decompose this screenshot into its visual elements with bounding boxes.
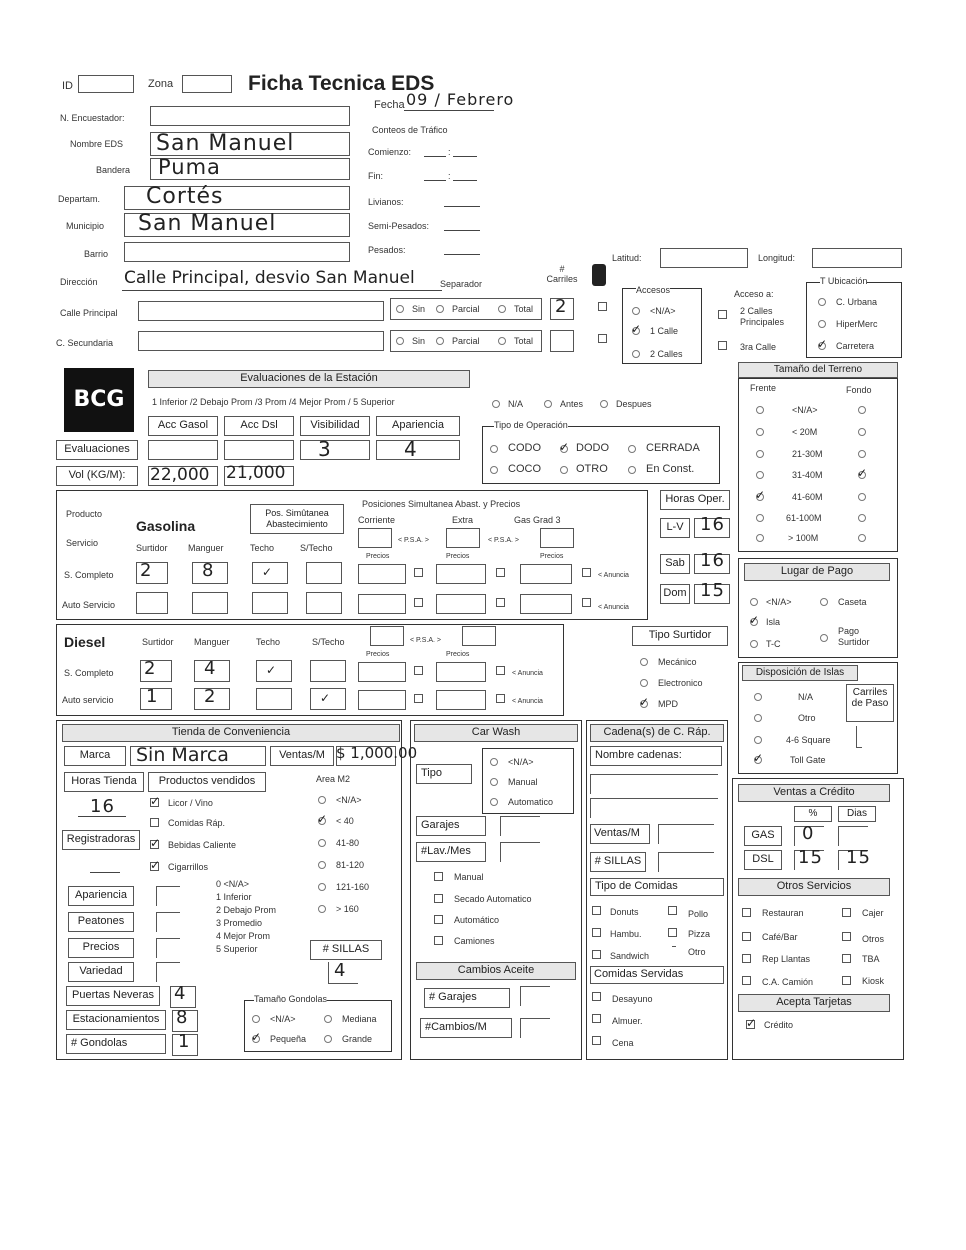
comida-pizza-check[interactable]	[668, 928, 677, 937]
frente-radio[interactable]	[756, 406, 764, 414]
terreno-group	[738, 378, 898, 552]
carwash-secado-check[interactable]	[434, 894, 443, 903]
carwash-lavmes-field[interactable]	[500, 842, 540, 862]
carwash-camiones-check[interactable]	[434, 936, 443, 945]
area-gt160-radio[interactable]	[318, 905, 326, 913]
frente-radio[interactable]	[756, 450, 764, 458]
vol-gasol-value: 22,000	[150, 465, 210, 485]
nombre-cadenas-field[interactable]	[590, 774, 718, 794]
gas-sc-stecho-field[interactable]	[306, 562, 342, 584]
tarjetas-title: Acepta Tarjetas	[738, 994, 890, 1012]
pago-tc-radio[interactable]	[750, 640, 758, 648]
accesos-2calles-radio[interactable]	[632, 350, 640, 358]
bcg-logo: BCG	[64, 368, 134, 432]
frente-radio[interactable]	[756, 471, 764, 479]
otros-title: Otros Servicios	[738, 878, 890, 896]
traffic-light-icon	[592, 264, 606, 286]
surtidor-mecanico-radio[interactable]	[640, 658, 648, 666]
cadenas-title: Cadena(s) de C. Ráp.	[590, 724, 724, 742]
acceso-3racalle-check[interactable]	[718, 341, 727, 350]
otros-cajer-check[interactable]	[842, 908, 851, 917]
carwash-garajes-field[interactable]	[500, 816, 540, 836]
comida-hambu-check[interactable]	[592, 928, 601, 937]
timing-despues-radio[interactable]	[600, 400, 608, 408]
ubicacion-hipermerc-radio[interactable]	[818, 320, 826, 328]
pago-na-radio[interactable]	[750, 598, 758, 606]
servida-almuer-check[interactable]	[592, 1014, 601, 1023]
islas-square-radio[interactable]	[754, 736, 762, 744]
acc-dsl-header: Acc Dsl	[224, 416, 294, 436]
apariencia-header: Apariencia	[376, 416, 460, 436]
islas-otro-radio[interactable]	[754, 714, 762, 722]
apariencia-field[interactable]	[376, 440, 460, 460]
barrio-field[interactable]	[124, 242, 350, 262]
pago-surtidor-radio[interactable]	[820, 634, 828, 642]
gondola-mediana-radio[interactable]	[324, 1015, 332, 1023]
accesos-na-radio[interactable]	[632, 307, 640, 315]
visibilidad-value: 3	[318, 437, 332, 461]
evaluaciones-title: Evaluaciones de la Estación	[148, 370, 470, 388]
cadenas-ventas-field[interactable]	[658, 824, 714, 844]
frente-radio[interactable]	[756, 514, 764, 522]
tienda-sillas-label: # SILLAS	[310, 940, 382, 960]
surtidor-electronico-radio[interactable]	[640, 679, 648, 687]
aceite-title: Cambios Aceite	[416, 962, 576, 980]
carriles-paso-header: Carriles de Paso	[846, 684, 894, 722]
timing-na-radio[interactable]	[492, 400, 500, 408]
separador-total-radio[interactable]	[498, 305, 506, 313]
direccion-label: Dirección	[60, 277, 98, 287]
diesel-title: Diesel	[64, 634, 106, 650]
carriles-label: # Carriles	[546, 264, 578, 284]
comida-otro-check[interactable]	[672, 946, 676, 950]
separador-secundaria-check[interactable]	[598, 334, 607, 343]
page-title: Ficha Tecnica EDS	[248, 72, 435, 95]
carriles2-field[interactable]	[550, 330, 574, 352]
tienda-peatones-field[interactable]	[156, 912, 180, 932]
longitud-field[interactable]	[812, 248, 902, 268]
semi-pesados-label: Semi-Pesados:	[368, 221, 430, 231]
fecha-label: Fecha	[374, 99, 405, 111]
area-80-radio[interactable]	[318, 839, 326, 847]
vol-dsl-value: 21,000	[226, 463, 286, 483]
fondo-radio[interactable]	[858, 450, 866, 458]
horas-tienda-field[interactable]	[78, 816, 126, 817]
servida-cena-check[interactable]	[592, 1036, 601, 1045]
area-na-radio[interactable]	[318, 796, 326, 804]
islas-na-radio[interactable]	[754, 693, 762, 701]
separador-parcial-radio[interactable]	[436, 305, 444, 313]
departam-value: Cortés	[146, 184, 224, 209]
calle-principal-label: Calle Principal	[60, 308, 118, 318]
comida-pollo-check[interactable]	[668, 906, 677, 915]
acceso-a-label: Acceso a:	[734, 289, 774, 299]
separador2-sin-radio[interactable]	[396, 337, 404, 345]
op-codo-radio[interactable]	[490, 445, 498, 453]
op-coco-radio[interactable]	[490, 466, 498, 474]
op-cerrada-radio[interactable]	[628, 445, 636, 453]
barrio-label: Barrio	[84, 249, 109, 259]
gas-as-surtidor-field[interactable]	[136, 592, 168, 614]
credito-title: Ventas a Crédito	[738, 784, 890, 802]
frente-radio[interactable]	[756, 428, 764, 436]
visibilidad-header: Visibilidad	[300, 416, 370, 436]
aceite-garajes-field[interactable]	[520, 986, 550, 1006]
acc-dsl-field[interactable]	[224, 440, 294, 460]
vol-label: Vol (KG/M):	[56, 466, 138, 486]
carwash-title: Car Wash	[414, 724, 578, 742]
dsl-as-techo-field[interactable]	[256, 688, 292, 710]
carwash-auto-check[interactable]	[434, 915, 443, 924]
carwash-automatico-radio[interactable]	[490, 798, 498, 806]
zona-field[interactable]	[182, 75, 232, 93]
fondo-radio[interactable]	[858, 514, 866, 522]
fin-label: Fin:	[368, 171, 384, 181]
area-120-radio[interactable]	[318, 861, 326, 869]
registradoras-field[interactable]	[90, 872, 120, 873]
nombre-eds-label: Nombre EDS	[70, 139, 124, 149]
carriles-value: 2	[555, 296, 568, 317]
tipo-surtidor-title: Tipo Surtidor	[632, 626, 728, 646]
horas-title: Horas Oper.	[660, 490, 730, 510]
visibilidad-field[interactable]	[300, 440, 370, 460]
separador2-parcial-radio[interactable]	[436, 337, 444, 345]
frente-radio[interactable]	[756, 534, 764, 542]
latitud-field[interactable]	[660, 248, 748, 268]
otros-llantas-check[interactable]	[742, 954, 751, 963]
otros-cafe-check[interactable]	[742, 932, 751, 941]
comida-donuts-check[interactable]	[592, 906, 601, 915]
acceso-2calles-check[interactable]	[718, 310, 727, 319]
otros-tba-check[interactable]	[842, 954, 851, 963]
fondo-radio[interactable]	[858, 406, 866, 414]
bandera-value: Puma	[158, 155, 221, 179]
credito-gas-dias-field[interactable]	[838, 826, 868, 846]
area-160-radio[interactable]	[318, 883, 326, 891]
zona-label: Zona	[148, 78, 174, 90]
carwash-na-radio[interactable]	[490, 758, 498, 766]
conteos-label: Conteos de Tráfico	[372, 125, 448, 135]
separador-principal-check[interactable]	[598, 302, 607, 311]
latitud-label: Latitud:	[612, 253, 642, 263]
municipio-label: Municipio	[66, 221, 105, 231]
gas-as-manguer-field[interactable]	[192, 592, 228, 614]
tienda-title: Tienda de Conveniencia	[62, 724, 400, 742]
fecha-value: 09 / Febrero	[406, 90, 515, 109]
separador-label: Separador	[440, 279, 483, 289]
dsl-sc-stecho-field[interactable]	[310, 660, 346, 682]
aceite-cambios-field[interactable]	[520, 1018, 550, 1038]
eval-scale: 1 Inferior /2 Debajo Prom /3 Prom /4 Mejor Prom / 5 Superior	[152, 397, 395, 407]
otros-otros-check[interactable]	[842, 932, 851, 941]
bandera-label: Bandera	[96, 165, 131, 175]
municipio-value: San Manuel	[138, 211, 277, 236]
encuestador-field[interactable]	[150, 106, 350, 126]
calle-principal-field[interactable]	[138, 301, 384, 321]
gas-as-stecho-field[interactable]	[306, 592, 342, 614]
c-secundaria-field[interactable]	[138, 331, 384, 351]
servida-desayuno-check[interactable]	[592, 992, 601, 1001]
id-field[interactable]	[78, 75, 134, 93]
gondola-na-radio[interactable]	[252, 1015, 260, 1023]
comida-sandwich-check[interactable]	[592, 950, 601, 959]
direccion-value: Calle Principal, desvio San Manuel	[124, 268, 415, 288]
prod-comidas-check[interactable]	[150, 818, 159, 827]
terreno-title: Tamaño del Terreno	[738, 362, 898, 378]
livianos-label: Livianos:	[368, 197, 404, 207]
otros-restauran-check[interactable]	[742, 908, 751, 917]
otros-kiosk-check[interactable]	[842, 976, 851, 985]
op-enconst-radio[interactable]	[628, 466, 636, 474]
departam-label: Departam.	[58, 194, 101, 204]
id-label: ID	[62, 80, 73, 92]
ubicacion-urbana-radio[interactable]	[818, 298, 826, 306]
nombre-cadenas-field-2[interactable]	[590, 798, 718, 818]
gasolina-title: Gasolina	[136, 518, 196, 534]
comienzo-label: Comienzo:	[368, 147, 412, 157]
longitud-label: Longitud:	[758, 253, 796, 263]
pos-simultanea-header: Pos. Simûtanea Abastecimiento	[250, 504, 344, 534]
carriles-paso-field[interactable]	[856, 726, 862, 748]
acc-gasol-header: Acc Gasol	[148, 416, 218, 436]
pesados-label: Pesados:	[368, 245, 406, 255]
fondo-radio[interactable]	[858, 493, 866, 501]
acc-gasol-field[interactable]	[148, 440, 218, 460]
tienda-variedad-field[interactable]	[156, 962, 180, 982]
apariencia-value: 4	[404, 437, 418, 461]
gas-as-techo-field[interactable]	[252, 592, 288, 614]
c-secundaria-label: C. Secundaria	[56, 338, 114, 348]
tienda-apariencia-field[interactable]	[156, 886, 180, 906]
pago-caseta-radio[interactable]	[820, 598, 828, 606]
nombre-eds-value: San Manuel	[156, 131, 295, 156]
tienda-precios-field[interactable]	[156, 938, 180, 958]
cadenas-sillas-field[interactable]	[658, 852, 714, 872]
fondo-radio[interactable]	[858, 428, 866, 436]
op-otro-radio[interactable]	[560, 466, 568, 474]
carwash-manual-radio[interactable]	[490, 778, 498, 786]
separador2-total-radio[interactable]	[498, 337, 506, 345]
gondola-grande-radio[interactable]	[324, 1035, 332, 1043]
fondo-radio[interactable]	[858, 534, 866, 542]
otros-camion-check[interactable]	[742, 976, 751, 985]
timing-antes-radio[interactable]	[544, 400, 552, 408]
separador-sin-radio[interactable]	[396, 305, 404, 313]
carwash-manual-check[interactable]	[434, 872, 443, 881]
evaluaciones-row-label: Evaluaciones	[56, 440, 138, 460]
encuestador-label: N. Encuestador:	[60, 113, 125, 123]
